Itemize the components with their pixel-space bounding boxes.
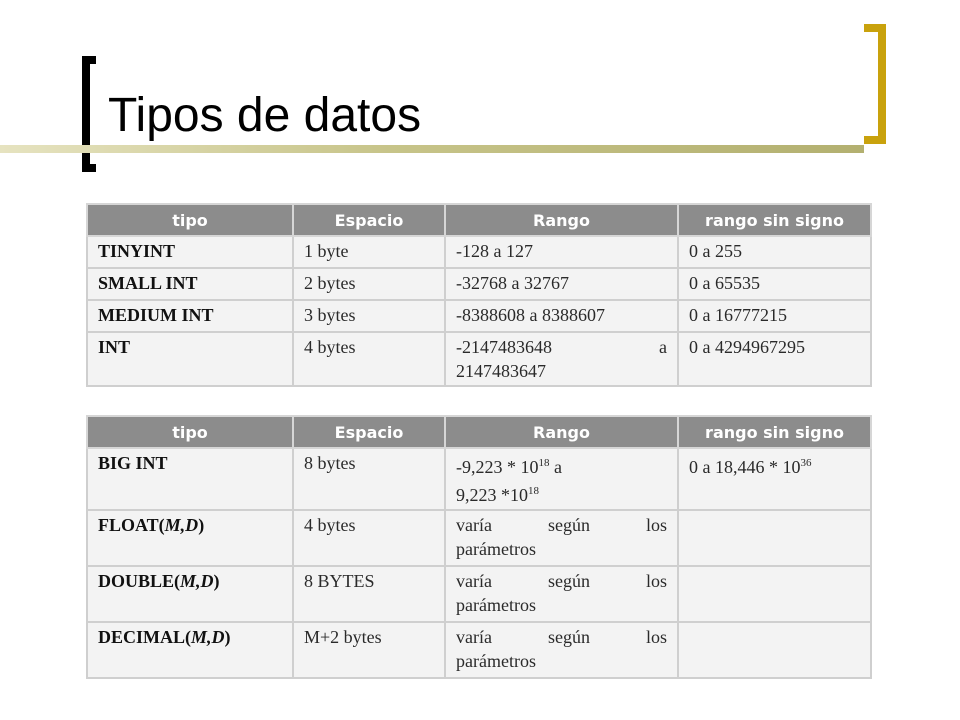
tipo-params: M,D [180,571,214,591]
rango-line-1 [456,625,667,649]
rango-line-1 [456,451,667,479]
tipo-params: M,D [191,627,225,647]
cell-sin-signo [678,448,871,510]
cell-sin-signo: 0 a 65535 [678,268,871,300]
column-header-rango: Rango [445,416,678,448]
slide-title: Tipos de datos [108,89,422,142]
rango-min: -9,223 * 10 [456,457,539,477]
rango-line-2: parámetros [456,651,536,671]
cell-espacio: 3 bytes [293,300,445,332]
rango-line-2: parámetros [456,595,536,615]
table-header-row [87,416,871,448]
rango-word: varía [456,627,492,647]
cell-rango: -8388608 a 8388607 [445,300,678,332]
cell-rango: -128 a 127 [445,236,678,268]
cell-sin-signo [678,510,871,566]
tipo-suffix: ) [224,627,231,647]
cell-espacio: 4 bytes [293,332,445,386]
cell-rango [445,622,678,678]
cell-espacio: 8 BYTES [293,566,445,622]
cell-rango [445,448,678,510]
integer-types-table [86,203,872,387]
rango-word: varía [456,571,492,591]
cell-tipo: MEDIUM INT [87,300,293,332]
sin-signo-exponent: 36 [800,457,812,469]
cell-rango [445,566,678,622]
cell-sin-signo: 0 a 255 [678,236,871,268]
table-row [87,510,871,566]
rango-max: 9,223 *10 [456,485,528,505]
column-header-tipo: tipo [87,204,293,236]
rango-line-2: parámetros [456,539,536,559]
right-bracket-decoration [864,24,886,144]
rango-min: -2147483648 [456,337,552,357]
rango-word: según [547,627,590,647]
cell-sin-signo [678,622,871,678]
cell-espacio: 1 byte [293,236,445,268]
table-row [87,622,871,678]
column-header-tipo: tipo [87,416,293,448]
table-row [87,268,871,300]
cell-tipo [87,510,293,566]
tipo-suffix: ) [198,515,205,535]
cell-rango [445,332,678,386]
title-underline-bar [0,145,864,153]
rango-line-1 [456,569,667,593]
tipo-prefix: DECIMAL( [98,627,191,647]
cell-rango [445,510,678,566]
rango-word: según [547,515,590,535]
cell-tipo: INT [87,332,293,386]
cell-tipo [87,566,293,622]
rango-line-1 [456,335,667,359]
cell-sin-signo [678,566,871,622]
rango-min-exponent: 18 [538,457,550,469]
rango-line-1 [456,513,667,537]
column-header-espacio: Espacio [293,416,445,448]
large-numeric-types-table [86,415,872,679]
table-row [87,236,871,268]
cell-tipo: TINYINT [87,236,293,268]
cell-sin-signo: 0 a 16777215 [678,300,871,332]
cell-tipo [87,622,293,678]
cell-tipo: BIG INT [87,448,293,510]
table-row [87,566,871,622]
tipo-suffix: ) [213,571,220,591]
rango-word: según [547,571,590,591]
rango-word: los [645,627,667,647]
rango-word: los [645,571,667,591]
cell-espacio: 4 bytes [293,510,445,566]
column-header-rango-sin-signo: rango sin signo [678,204,871,236]
rango-max: 2147483647 [456,361,546,381]
tipo-prefix: FLOAT( [98,515,165,535]
cell-espacio: M+2 bytes [293,622,445,678]
rango-separator: a [659,337,667,357]
rango-line-2 [456,479,667,507]
rango-word: los [645,515,667,535]
column-header-rango-sin-signo: rango sin signo [678,416,871,448]
cell-rango: -32768 a 32767 [445,268,678,300]
sin-signo-value: 0 a 18,446 * 10 [689,457,801,477]
cell-sin-signo: 0 a 4294967295 [678,332,871,386]
cell-espacio: 8 bytes [293,448,445,510]
table-row [87,300,871,332]
tipo-prefix: DOUBLE( [98,571,181,591]
column-header-rango: Rango [445,204,678,236]
left-bracket-decoration [82,56,96,172]
tipo-params: M,D [164,515,199,535]
table-row [87,448,871,510]
cell-tipo: SMALL INT [87,268,293,300]
rango-separator: a [549,457,562,477]
rango-word: varía [456,515,492,535]
rango-max-exponent: 18 [528,485,539,497]
table-header-row [87,204,871,236]
column-header-espacio: Espacio [293,204,445,236]
cell-espacio: 2 bytes [293,268,445,300]
table-row [87,332,871,386]
